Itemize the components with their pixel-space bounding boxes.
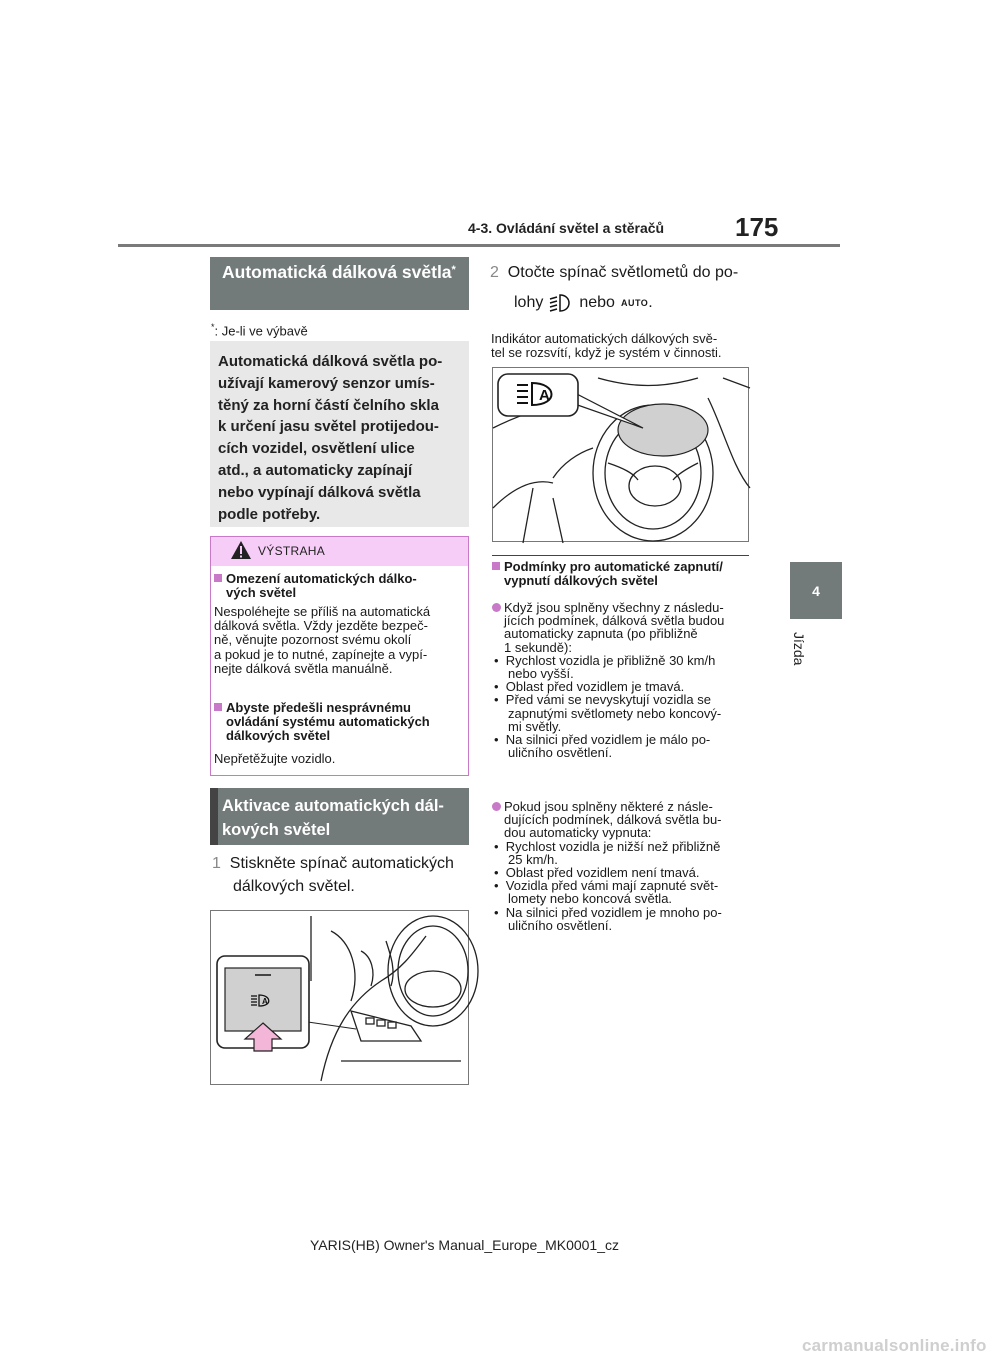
heading-footnote-mark: * — [451, 264, 456, 276]
list-item: • Před vámi se nevyskytují vozidla se zapnutými světlomety nebo koncový- mi světly. — [494, 692, 722, 734]
heading-activation: Aktivace automatických dál- kových světel — [210, 788, 469, 845]
illustration-indicator — [492, 367, 749, 542]
square-bullet-icon — [214, 703, 222, 711]
warning-subheading-2: Abyste předešli nesprávnému ovládání systému automatických dálkových světel — [214, 701, 430, 743]
heading-text: Automatická dálková světla — [222, 262, 452, 282]
intro-line: těný za horní částí čelního skla — [218, 396, 439, 414]
conditions-divider — [492, 555, 749, 556]
section-title: 4-3. Ovládání světel a stěračů — [468, 220, 665, 236]
warning-text-2: Nepřetěžujte vozidlo. — [214, 751, 336, 766]
heading-auto-high-beam — [210, 257, 469, 310]
instrument-cluster-drawing — [493, 368, 750, 543]
intro-line: k určení jasu světel protijedou- — [218, 418, 439, 436]
list-item: • Vozidla před vámi mají zapnuté svět- lomety nebo koncová světla. — [494, 878, 719, 907]
step-2-description: Indikátor automatických dálkových svě- tel se rozsvítí, když je systém v činnosti. — [491, 331, 722, 360]
intro-line: nebo vypínají dálková světla — [218, 483, 421, 501]
on-conditions: Když jsou splněny všechny z následu- jících podmínek, dálková světla budou automaticky zapnuta (po přibližně 1 sekundě): • Rychlost vozidla je přibližně 30 km/h nebo vyšší. • Oblast před vozidlem je tmavá. • Před vámi se nevyskytují vozidla se zapnutými světlomety nebo koncový- mi světly. • Na silnici před vozidlem je málo po- uličního osvětlení. — [492, 601, 754, 759]
illustration-switch-button — [210, 910, 469, 1085]
watermark[interactable]: carmanualsonline.info — [802, 1336, 987, 1355]
intro-line: Automatická dálková světla po- — [218, 353, 443, 370]
list-item: • Na silnici před vozidlem je mnoho po- uličního osvětlení. — [494, 904, 722, 933]
off-conditions: Pokud jsou splněny některé z násle- dujících podmínek, dálková světla bu- dou automaticky vypnuta: • Rychlost vozidla je nižší než přibližně 25 km/h. • Oblast před vozidlem není tmavá. • Vozidla před vámi mají zapnuté svět- lomety nebo koncová světla. • Na silnici před vozidlem je mnoho po- uličního osvětlení. — [492, 800, 754, 932]
dashboard-switch-drawing — [211, 911, 470, 1086]
step-number: 2 — [490, 264, 499, 281]
svg-text:A: A — [262, 997, 268, 1006]
auto-position-icon: AUTO — [620, 298, 649, 308]
header-divider — [118, 244, 840, 247]
circle-bullet-icon — [492, 802, 501, 811]
footnote: *: Je-li ve výbavě — [211, 322, 308, 339]
low-beam-headlight-icon — [549, 294, 573, 312]
footer-manual-id: YARIS(HB) Owner's Manual_Europe_MK0001_cz — [310, 1237, 619, 1253]
intro-line: atd., a automaticky zapínají — [218, 461, 413, 479]
intro-line: cích vozidel, osvětlení ulice — [218, 440, 415, 458]
list-item: • Rychlost vozidla je nižší než přibližně 25 km/h. — [494, 838, 721, 867]
chapter-tab[interactable]: 4 — [790, 562, 842, 619]
warning-text-1: Nespoléhejte se příliš na automatická dálková světla. Vždy jezděte bezpeč- ně, věnujte pozornost svému okolí a pokud je to nutné, zapínejte a vypí- nejte dálková světla manuálně. — [214, 604, 431, 676]
intro-line: podle potřeby. — [218, 505, 321, 523]
list-item: • Rychlost vozidla je přibližně 30 km/h nebo vyšší. — [494, 652, 716, 682]
warning-title: VÝSTRAHA — [258, 544, 326, 558]
square-bullet-icon — [492, 562, 500, 570]
svg-text:A: A — [539, 387, 550, 404]
circle-bullet-icon — [492, 603, 501, 612]
warning-triangle-icon — [230, 540, 252, 560]
conditions-heading: Podmínky pro automatické zapnutí/ vypnutí dálkových světel — [492, 560, 723, 588]
chapter-label: Jízda — [791, 632, 807, 666]
warning-subheading-1: Omezení automatických dálko- vých světel — [214, 572, 417, 600]
step-number: 1 — [212, 855, 221, 872]
square-bullet-icon — [214, 574, 222, 582]
heading-accent-bar — [210, 788, 218, 845]
list-item: • Na silnici před vozidlem je málo po- uličního osvětlení. — [494, 732, 711, 761]
intro-box — [210, 341, 469, 527]
intro-line: užívají kamerový senzor umís- — [218, 374, 435, 392]
list-item: • Oblast před vozidlem není tmavá. — [494, 865, 700, 881]
page-number: 175 — [735, 212, 779, 242]
step-2: 2 Otočte spínač světlometů do po- lohy nebo AUTO . — [490, 258, 738, 318]
list-item: • Oblast před vozidlem je tmavá. — [494, 679, 685, 695]
step-1: 1 Stiskněte spínač automatických dálkových světel. — [212, 855, 454, 895]
